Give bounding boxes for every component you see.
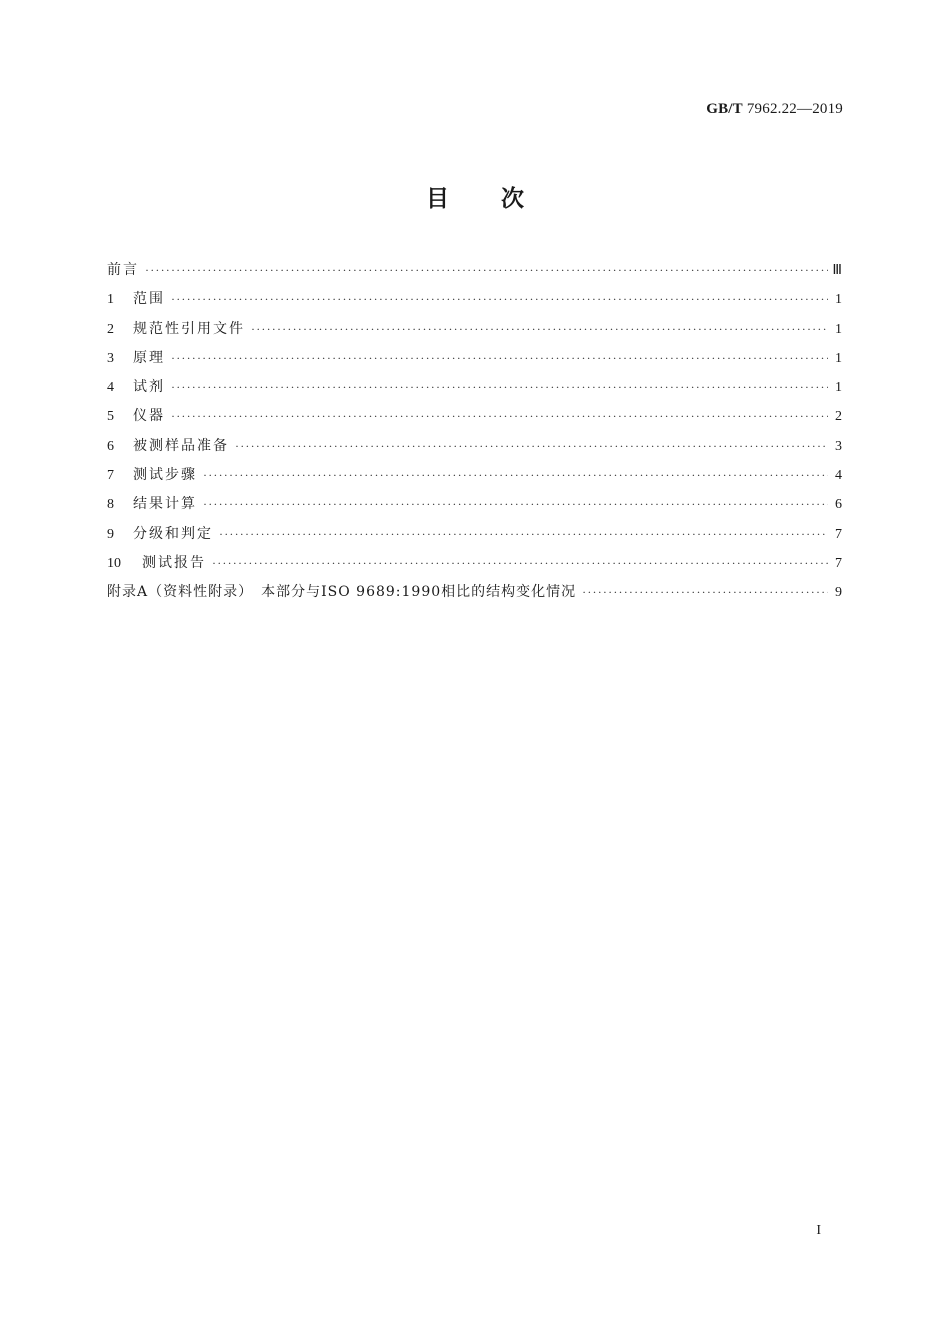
toc-leader-dots xyxy=(582,578,828,607)
toc-entry-number: 9 xyxy=(107,526,114,542)
toc-entry-label: 附录A（资料性附录） 本部分与ISO 9689:1990相比的结构变化情况 xyxy=(107,584,577,601)
toc-entry-number: 8 xyxy=(107,497,114,513)
toc-entry-number: 6 xyxy=(107,438,114,454)
toc-leader-dots xyxy=(171,285,828,314)
toc-leader-dots xyxy=(235,432,828,461)
toc-leader-dots xyxy=(171,344,828,373)
toc-entry-page: 1 xyxy=(835,350,842,366)
toc-leader-dots xyxy=(145,256,828,285)
toc-entry-5[interactable] xyxy=(107,402,842,431)
toc-entry-page: 1 xyxy=(835,292,842,308)
toc-entry-label: 测试报告 xyxy=(142,554,206,571)
page-number: I xyxy=(816,1223,821,1238)
toc-entry-8[interactable] xyxy=(107,490,842,519)
toc-entry-page: 2 xyxy=(835,409,842,425)
toc-entry-page: 7 xyxy=(835,526,842,542)
toc-entry-page: 1 xyxy=(835,380,842,396)
toc-entry-9[interactable] xyxy=(107,520,842,549)
toc-entry-4[interactable] xyxy=(107,373,842,402)
toc-entry-annex-a[interactable] xyxy=(107,578,842,607)
toc-entry-2[interactable] xyxy=(107,315,842,344)
toc-entry-number: 10 xyxy=(107,555,121,571)
toc-entry-6[interactable] xyxy=(107,432,842,461)
toc-entry-label: 规范性引用文件 xyxy=(133,320,245,337)
toc-entry-foreword[interactable] xyxy=(107,256,842,285)
toc-entry-page: 7 xyxy=(835,555,842,571)
toc-leader-dots xyxy=(251,315,828,344)
toc-entry-number: 4 xyxy=(107,380,114,396)
toc-entry-label: 原理 xyxy=(133,349,165,366)
toc-entry-label: 范围 xyxy=(133,291,165,308)
toc-entry-number: 5 xyxy=(107,409,114,425)
toc-entry-7[interactable] xyxy=(107,461,842,490)
toc-entry-number: 7 xyxy=(107,468,114,484)
standard-number xyxy=(706,101,843,118)
toc-entry-label: 仪器 xyxy=(133,408,165,425)
table-of-contents xyxy=(107,256,842,608)
toc-leader-dots xyxy=(212,549,828,578)
toc-leader-dots xyxy=(203,461,828,490)
toc-entry-page: 9 xyxy=(835,585,842,601)
toc-leader-dots xyxy=(219,520,828,549)
toc-leader-dots xyxy=(171,402,828,431)
toc-leader-dots xyxy=(203,490,828,519)
toc-entry-label: 前言 xyxy=(107,262,139,278)
toc-entry-10[interactable] xyxy=(107,549,842,578)
toc-entry-page: 1 xyxy=(835,321,842,337)
toc-leader-dots xyxy=(171,373,828,402)
toc-entry-label: 被测样品准备 xyxy=(133,437,229,454)
standard-prefix: GB/T xyxy=(706,101,743,117)
toc-entry-page: 6 xyxy=(835,497,842,513)
toc-entry-page: Ⅲ xyxy=(832,263,842,278)
toc-entry-number: 1 xyxy=(107,292,114,308)
toc-entry-label: 分级和判定 xyxy=(133,525,213,542)
toc-entry-label: 测试步骤 xyxy=(133,467,197,484)
toc-entry-number: 3 xyxy=(107,350,114,366)
toc-entry-page: 4 xyxy=(835,468,842,484)
toc-entry-label: 试剂 xyxy=(133,379,165,396)
toc-entry-label: 结果计算 xyxy=(133,496,197,513)
toc-entry-number: 2 xyxy=(107,321,114,337)
toc-entry-page: 3 xyxy=(835,438,842,454)
toc-title: 目次 xyxy=(426,186,576,212)
standard-code: 7962.22—2019 xyxy=(742,101,843,117)
toc-entry-3[interactable] xyxy=(107,344,842,373)
toc-entry-1[interactable] xyxy=(107,285,842,314)
